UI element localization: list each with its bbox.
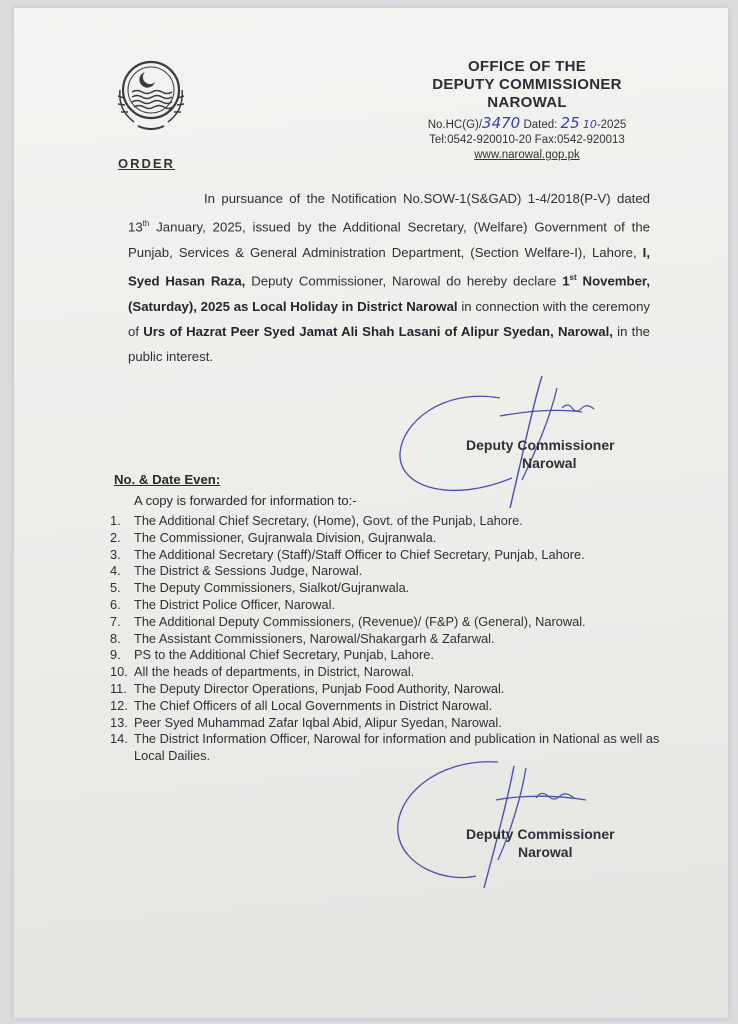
distribution-item-number: 6.	[110, 596, 121, 612]
distribution-item-text: The District Police Officer, Narowal.	[134, 596, 336, 612]
tel-fax: Tel:0542-920010-20 Fax:0542-920013	[429, 134, 625, 146]
distribution-item-number: 4.	[110, 563, 121, 579]
distribution-item	[110, 698, 670, 715]
distribution-item	[110, 580, 670, 597]
distribution-item	[110, 647, 670, 664]
distribution-item-text: The Commissioner, Gujranwala Division, Gujranwala.	[134, 529, 437, 545]
distribution-item-number: 1.	[110, 513, 121, 528]
distribution-item-text: The Additional Secretary (Staff)/Staff Officer to Chief Secretary, Punjab, Lahore.	[134, 546, 585, 562]
distribution-item	[110, 597, 670, 614]
signature-block-1	[466, 436, 615, 472]
distribution-item	[110, 513, 670, 530]
office-line-3: NAROWAL	[487, 94, 567, 111]
date-day: 25	[560, 114, 580, 132]
distribution-item	[110, 530, 670, 547]
distribution-item-text: Peer Syed Muhammad Zafar Iqbal Abid, Alipur Syedan, Narowal.	[134, 714, 502, 730]
reference-number: 3470	[482, 114, 521, 132]
distribution-item	[110, 715, 670, 732]
signatory-title: Deputy Commissioner	[466, 437, 615, 453]
date-year: -2025	[596, 119, 627, 131]
punjab-emblem-icon	[108, 50, 194, 136]
distribution-item	[110, 681, 670, 698]
distribution-item-number: 5.	[110, 580, 121, 596]
document-page	[14, 8, 728, 1018]
distribution-item-text: The Assistant Commissioners, Narowal/Shakargarh & Zafarwal.	[134, 630, 495, 646]
distribution-heading: No. & Date Even:	[114, 472, 221, 487]
distribution-item-text: All the heads of departments, in District, Narowal.	[134, 664, 415, 680]
distribution-item-text: The Deputy Commissioners, Sialkot/Gujranwala.	[134, 580, 410, 596]
order-paragraph: In pursuance of the Notification No.SOW-1(S&GAD) 1-4/2018(P-V) dated 13th January, 2025, issued by the Additional Secretary, (Welfare) Government of the Punjab, Services & General Administration Department, (Section Welfare-I), Lahore, I, Syed Hasan Raza, Deputy Commissioner, Narowal do hereby declare 1st November, (Saturday), 2025 as Local Holiday in District Narowal in connection with the ceremony of Urs of Hazrat Peer Syed Jamat Ali Shah Lasani of Alipur Syedan, Narowal, in the public interest.	[128, 191, 650, 364]
office-heading	[402, 58, 652, 112]
website-link[interactable]: www.narowal.gop.pk	[474, 149, 580, 161]
distribution-item	[110, 563, 670, 580]
order-title: ORDER	[118, 156, 175, 171]
signature-block-2	[466, 825, 615, 861]
distribution-item-number: 7.	[110, 613, 121, 629]
distribution-item-text: The Chief Officers of all Local Governments in District Narowal.	[134, 697, 493, 713]
distribution-item-text: The Additional Deputy Commissioners, (Revenue)/ (F&P) & (General), Narowal.	[134, 613, 586, 629]
date-month: 10	[582, 118, 597, 131]
distribution-item	[110, 547, 670, 564]
signatory-title-2: Deputy Commissioner	[466, 826, 615, 842]
distribution-item-number: 9.	[110, 647, 121, 663]
distribution-item-text: The Additional Chief Secretary, (Home), Govt. of the Punjab, Lahore.	[134, 513, 523, 528]
distribution-item	[110, 614, 670, 631]
distribution-item	[110, 631, 670, 648]
distribution-item-number: 3.	[110, 546, 121, 562]
distribution-list	[110, 513, 670, 765]
distribution-item-text: The District & Sessions Judge, Narowal.	[134, 563, 363, 579]
reference-block	[402, 116, 652, 163]
office-line-2: DEPUTY COMMISSIONER	[432, 76, 622, 93]
signature-2-handwritten-icon	[386, 748, 626, 898]
distribution-item-number: 10.	[110, 664, 128, 680]
distribution-item-number: 11.	[110, 680, 127, 696]
reference-line: No.HC(G)/3470 Dated: 25 10-2025	[427, 114, 627, 132]
distribution-item-number: 14.	[110, 731, 128, 747]
distribution-item-text: PS to the Additional Chief Secretary, Punjab, Lahore.	[134, 647, 434, 663]
distribution-item-number: 8.	[110, 630, 121, 646]
distribution-item-text: The Deputy Director Operations, Punjab Food Authority, Narowal.	[134, 680, 505, 696]
signatory-place: Narowal	[522, 455, 577, 471]
distribution-item	[110, 664, 670, 681]
distribution-item-text: The District Information Officer, Narowal for information and publication in National as well as Local Dailies.	[134, 731, 660, 764]
distribution-item-number: 12.	[110, 697, 128, 713]
distribution-item-number: 2.	[110, 529, 121, 545]
signatory-place-2: Narowal	[518, 844, 573, 860]
office-line-1: OFFICE OF THE	[467, 58, 587, 75]
distribution-intro: A copy is forwarded for information to:-	[134, 493, 357, 508]
distribution-item-number: 13.	[110, 714, 128, 730]
